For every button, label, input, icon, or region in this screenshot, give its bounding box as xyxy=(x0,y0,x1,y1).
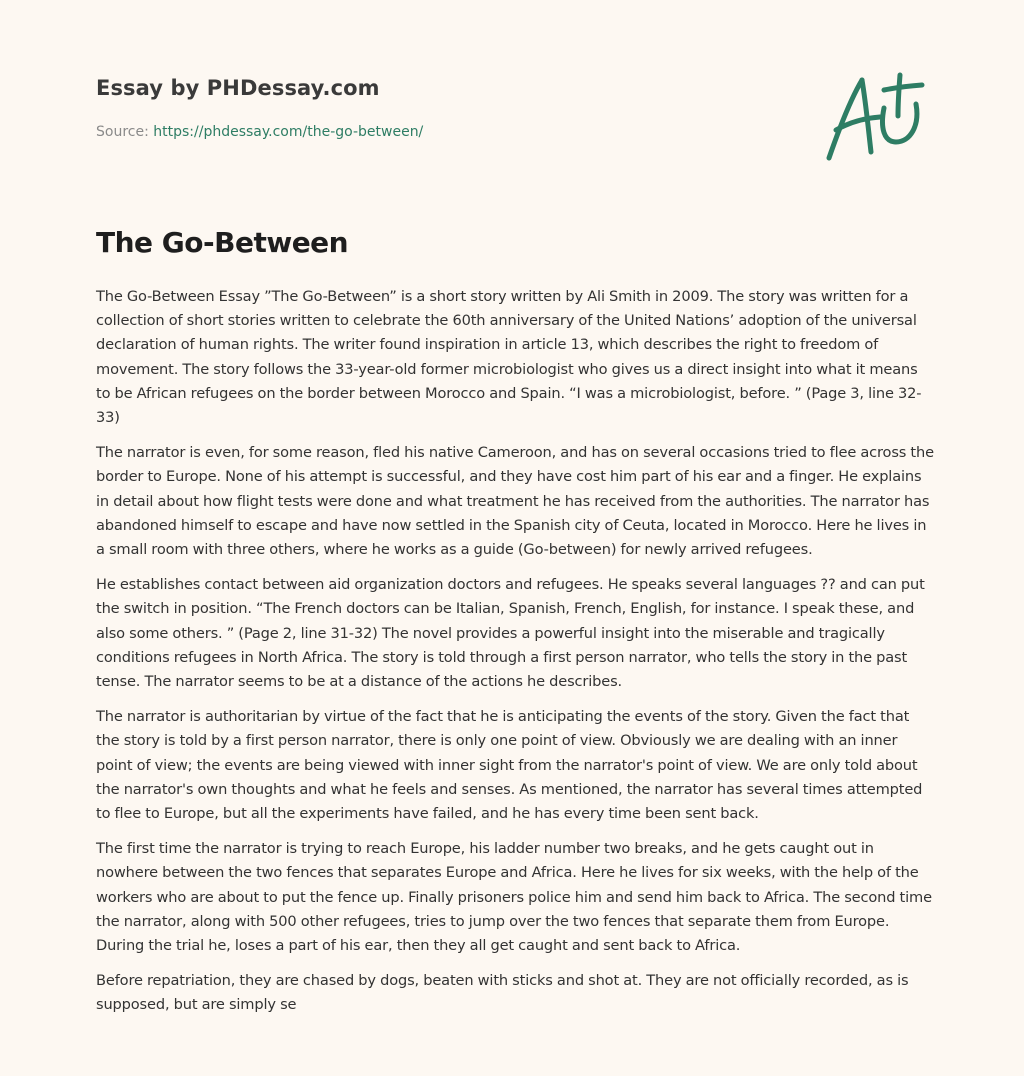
essay-paragraph: Before repatriation, they are chased by dogs, beaten with sticks and shot at. They are not officially recorded, as is supposed, but are simply se xyxy=(96,972,909,1014)
essay-paragraph: The first time the narrator is trying to reach Europe, his ladder number two breaks, and he gets caught out in nowhere between the two fences that separates Europe and Africa. Here he lives for six weeks, with the help of the workers who are about to put the fence up. Finally prisoners police him and send him back to Africa. The second time the narrator, along with 500 other refugees, tries to jump over the two fences that separate them from Europe. During the trial he, loses a part of his ear, then they all get caught and sent back to Africa. xyxy=(96,840,932,955)
essay-title: The Go-Between xyxy=(96,226,349,259)
source-label: Source: xyxy=(96,124,149,140)
brand-heading: Essay by PHDessay.com xyxy=(96,76,380,100)
essay-paragraph: The narrator is authoritarian by virtue of the fact that he is anticipating the events of the story. Given the fact that the story is told by a first person narrator, there is only one point of view. Obviously we are dealing with an inner point of view; the events are being viewed with inner sight from the narrator's point of view. We are only told about the narrator's own thoughts and what he feels and senses. As mentioned, the narrator has several times attempted to flee to Europe, but all the experiments have failed, and he has every time been sent back. xyxy=(96,708,923,823)
essay-paragraph: The Go-Between Essay ”The Go-Between” is a short story written by Ali Smith in 2009. The story was written for a collection of short stories written to celebrate the 60th anniversary of the United Nations’ adoption of the universal declaration of human rights. The writer found inspiration in article 13, which describes the right to freedom of movement. The story follows the 33-year-old former microbiologist who gives us a direct insight into what it means to be African refugees on the border between Morocco and Spain. “I was a microbiologist, before. ” (Page 3, line 32-33) xyxy=(96,288,922,427)
source-line xyxy=(96,124,423,140)
source-link[interactable]: https://phdessay.com/the-go-between/ xyxy=(153,124,424,140)
a-plus-logo-icon xyxy=(822,70,926,162)
essay-paragraph: The narrator is even, for some reason, fled his native Cameroon, and has on several occasions tried to flee across the border to Europe. None of his attempt is successful, and they have cost him part of his ear and a finger. He explains in detail about how flight tests were done and what treatment he has received from the authorities. The narrator has abandoned himself to escape and have now settled in the Spanish city of Ceuta, located in Morocco. Here he lives in a small room with three others, where he works as a guide (Go-between) for newly arrived refugees. xyxy=(96,444,934,559)
essay-paragraph: He establishes contact between aid organization doctors and refugees. He speaks several languages ?? and can put the switch in position. “The French doctors can be Italian, Spanish, French, English, for instance. I speak these, and also some others. ” (Page 2, line 31-32) The novel provides a powerful insight into the miserable and tragically conditions refugees in North Africa. The story is told through a first person narrator, who tells the story in the past tense. The narrator seems to be at a distance of the actions he describes. xyxy=(96,576,925,691)
essay-body xyxy=(96,285,936,1029)
